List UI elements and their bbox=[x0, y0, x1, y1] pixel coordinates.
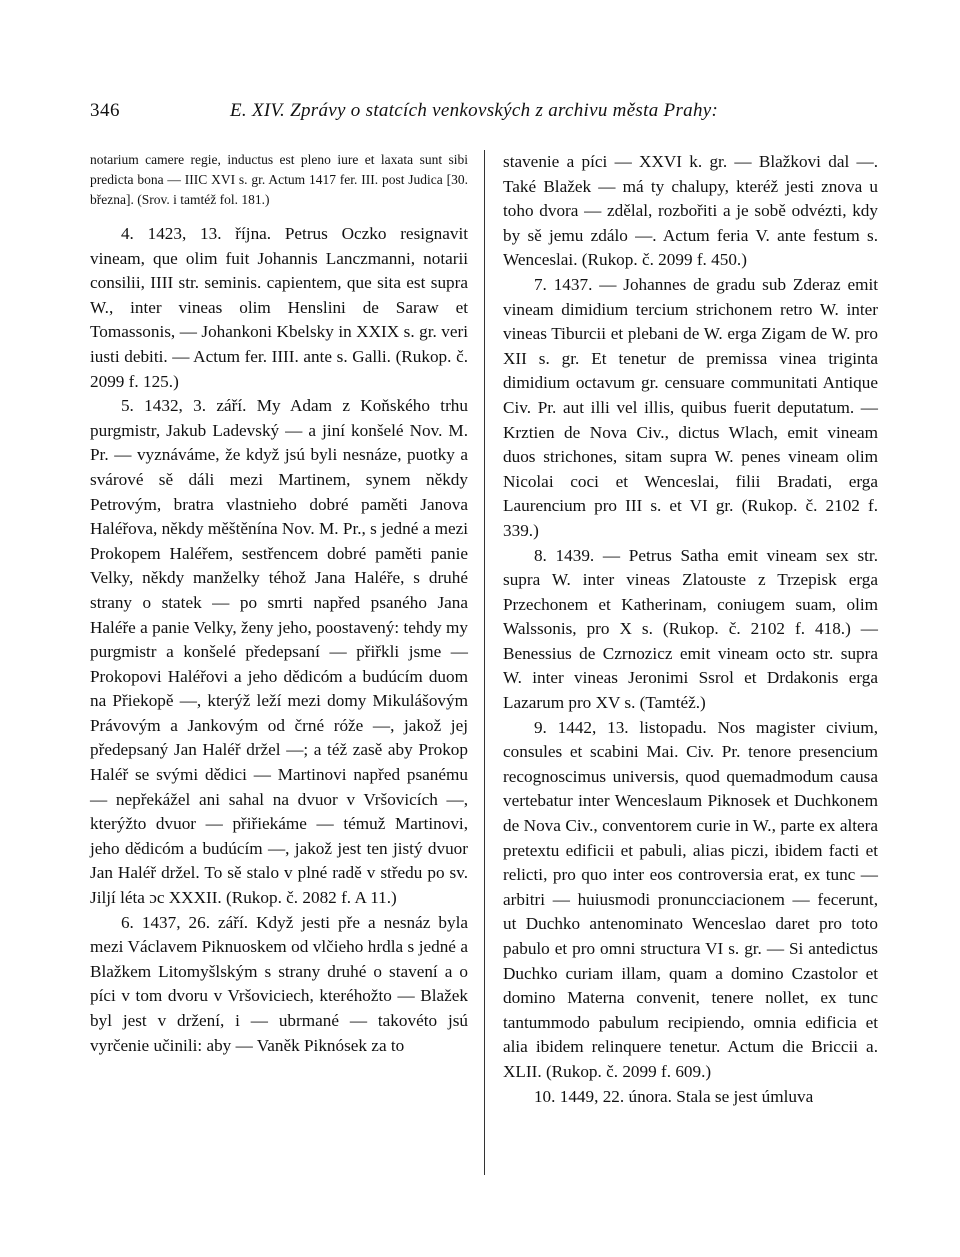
entry-5: 5. 1432, 3. září. My Adam z Koňského trhu purgmistr, Jakub Ladevský — a jiní konšelé Nov. M. Pr. — vyznáváme, že když jsú byli nesnáze, puotky a svárové sě dáli mezi Martinem, synem někdy Petrovým, bratra vlastnieho dobré paměti Janova Haléřova, někdy měštěnína Nov. M. Pr., s jedné a mezi Prokopem Haléřem, sestřencem dobré paměti panie Velky, někdy manželky téhož Jana Haléře, s druhé strany o statek — po smrti napřed psaného Jana Haléře a panie Velky, ženy jeho, poostavený: tehdy my purgmistr a konšelé předepsaní — přiřkli jsme — Prokopovi Haléřovi a jeho dědicóm a budúcím duom na Přiekopě —, kterýž leží mezi domy Mikulášovým Právovým a Jankovým od črné róže —, jakož jej předepsaný Jan Haléř držel —; a též zasě aby Prokop Haléř se svými dědici — Martinovi napřed psanému — nepřekážel ani sahal na dvuor v Vršovicích —, kterýžto dvuor — přiřiekáme — témuž Martinovi, jeho dědicóm a budúcím —, jakož jest ten jistý dvuor Jan Haléř držel. To sě stalo v plné radě v středu po sv. Jiljí léta ɔc XXXII. (Rukop. č. 2082 f. A 11.) bbox=[90, 396, 468, 908]
column-divider bbox=[484, 150, 485, 1175]
entry-8: 8. 1439. — Petrus Satha emit vineam sex str. supra W. inter vineas Zlatouste z Trzepisk erga Przechonem et Katherinam, coniugem suam, olim Walssonis, pro X s. (Rukop. č. 2102 f. 418.) — Benessius de Czrnozicz emit vineam octo str. supra W. inter vineas Jeronimi Ssrol et Drdakonis erga Lazarum pro XV s. (Tamtéž.) bbox=[503, 545, 878, 713]
running-title: E. XIV. Zprávy o statcích venkovských z archivu města Prahy: bbox=[230, 100, 719, 121]
entry-6: 6. 1437, 26. září. Když jesti pře a nesnáz byla mezi Václavem Piknuoskem od vlčieho hrdla s jedné a Blažkem Litomyšlským s strany druhé o stavení a o píci v tom dvoru v Vršoviciech, kteréhožto — Blažek byl jest v držení, i — ubrmané — takovéto jsú vyrčenie učinili: aby — Vaněk Piknósek za to bbox=[90, 912, 468, 1055]
page-number: 346 bbox=[90, 100, 120, 121]
left-column bbox=[90, 150, 468, 1058]
entry-10: 10. 1449, 22. února. Stala se jest úmluva bbox=[533, 1086, 814, 1106]
page-header bbox=[90, 100, 870, 130]
entry-4: 4. 1423, 13. října. Petrus Oczko resignavit vineam, que olim fuit Johannis Lanczmanni, notarii consilii, IIII str. seminis. capientem, que sita est supra W., inter vineas olim Henslini de Saraw et Tomassonis, — Johankoni Kbelsky in XXIX s. gr. veri iusti debiti. — Actum fer. IIII. ante s. Galli. (Rukop. č. 2099 f. 125.) bbox=[90, 224, 468, 391]
entry-9: 9. 1442, 13. listopadu. Nos magister civium, consules et scabini Mai. Civ. Pr. tenore presencium recognoscimus universis, quod quemadmodum causa vertebatur inter Wenceslaum Piknosek et Duchkonem de Nova Civ., conventorem curie in W., parte ex altera pretextu edificii et pabuli, alias piczi, ibidem facti et relicti, pro quo inter eos controversia erat, ex tunc — arbitri — huiusmodi pronuncciacionem — fecerunt, ut Duchko antenominato Wenceslao daret pro toto pabulo et pro omni structura VI s. gr. — Si antedictus Duchko curiam illam, quam a domino Czastolor et domino Materna convenit, tenere nollet, ex tunc tantummodo pabulum recipiendo, omnia edificia et alia ibidem relinquere tenetur. Actum die Briccii a. XLII. (Rukop. č. 2099 f. 609.) bbox=[503, 717, 878, 1081]
right-column bbox=[503, 150, 878, 1109]
continued-note: notarium camere regie, inductus est pleno iure et laxata sunt sibi predicta bona — IIIC XVI s. gr. Actum 1417 fer. III. post Judica [30. března]. (Srov. i tamtéž fol. 181.) bbox=[90, 152, 468, 207]
entry-6-continued: stavenie a píci — XXVI k. gr. — Blažkovi dal —. Také Blažek — má ty chalupy, kteréž jesti znova u toho dvora — zdělal, rozbořiti a je sobě odvézti, kdy by sě jemu zdálo —. Actum feria V. ante festum s. Wenceslai. (Rukop. č. 2099 f. 450.) bbox=[503, 152, 878, 270]
entry-7: 7. 1437. — Johannes de gradu sub Zderaz emit vineam dimidium tercium strichonem retro W. inter vineas Tiburcii et plebani de W. erga Zigam de W. pro XII s. gr. Et tenetur de premissa vinea triginta dimidium octavum gr. censuare communitati Antique Civ. Pr. aut illi vel illis, quibus fuerit deputatum. — Krztien de Nova Civ., dictus Wlach, emit vineam duos strichones, sitam supra W. penes vineam olim Nicolai coci et Wenceslai, filii Bradati, erga Laurencium pro III s. et VI gr. (Rukop. č. 2102 f. 339.) bbox=[503, 274, 878, 540]
